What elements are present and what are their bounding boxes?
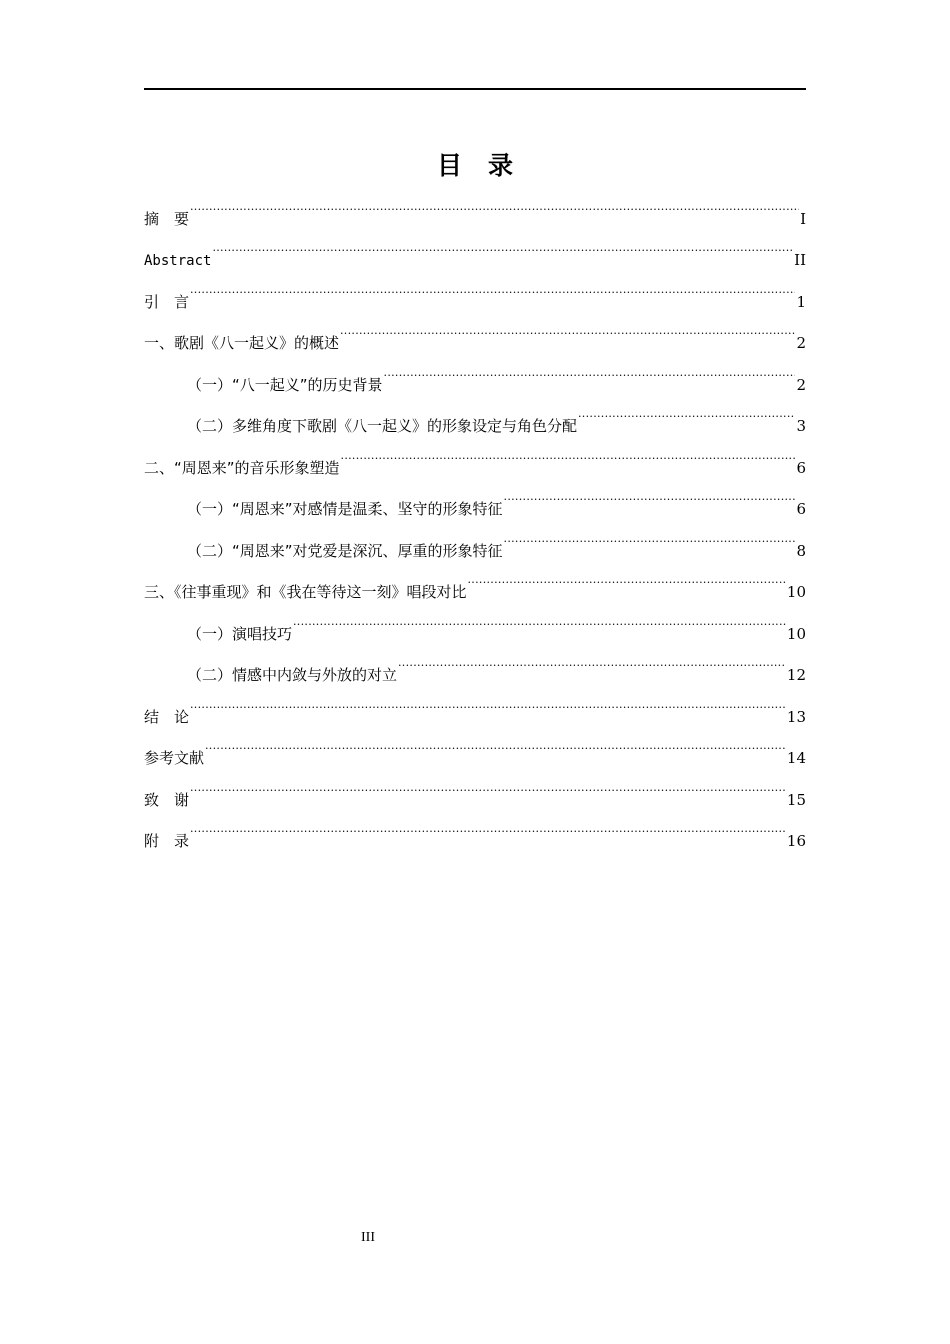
toc-dot-leader (212, 224, 793, 266)
toc-entry-label: 二、“周恩来”的音乐形象塑造 (144, 458, 340, 477)
toc-entry-page: 8 (796, 541, 806, 560)
toc-entry-conclusion[interactable] (144, 680, 806, 726)
toc-entry-introduction[interactable] (144, 265, 806, 311)
toc-entry-abstract-en[interactable] (144, 224, 806, 269)
toc-entry-page: 2 (796, 375, 806, 394)
toc-entry-label: 参考文献 (144, 749, 205, 767)
toc-entry-label: 摘 要 (144, 209, 190, 228)
toc-entry-page: 12 (786, 666, 806, 684)
toc-entry-page: 10 (786, 624, 806, 643)
toc-entry-page: 3 (796, 417, 806, 435)
toc-entry-label: 附 录 (144, 832, 190, 850)
toc-dot-leader (504, 514, 796, 556)
toc-dot-leader (293, 597, 786, 639)
toc-title-char-2: 录 (488, 151, 514, 180)
toc-dot-leader (578, 390, 795, 432)
toc-dot-leader (384, 348, 796, 390)
toc-entry-page: 10 (786, 583, 806, 601)
toc-entry-label: 引 言 (144, 292, 190, 311)
toc-dot-leader (190, 680, 786, 722)
toc-dot-leader (205, 722, 786, 764)
toc-entry-references[interactable] (144, 722, 806, 767)
toc-entry-label: （二）多维角度下歌剧《八一起义》的形象设定与角色分配 (187, 417, 578, 435)
toc-dot-leader (190, 265, 795, 307)
toc-entry-page: 16 (786, 832, 806, 850)
toc-entry-label: Abstract (144, 253, 212, 269)
toc-entry-page: 13 (786, 707, 806, 726)
toc-dot-leader (190, 763, 786, 805)
toc-entry-page: 14 (786, 749, 806, 767)
toc-entry-page: 1 (796, 292, 806, 311)
toc-entry-page: 6 (796, 458, 806, 477)
toc-entry-label: （二）“周恩来”对党爱是深沉、厚重的形象特征 (187, 541, 503, 560)
table-of-contents (144, 182, 806, 850)
toc-entry-label: （一）“八一起义”的历史背景 (187, 375, 383, 394)
toc-entry-label: 三、《往事重现》和《我在等待这一刻》唱段对比 (144, 583, 467, 601)
toc-dot-leader (468, 556, 786, 598)
toc-entry-page: II (794, 251, 806, 269)
toc-entry-page: 2 (796, 334, 806, 352)
toc-entry-chapter-1[interactable] (144, 307, 806, 352)
toc-entry-label: （二）情感中内敛与外放的对立 (187, 666, 398, 684)
toc-dot-leader (504, 473, 796, 515)
toc-dot-leader (340, 307, 795, 349)
toc-dot-leader (190, 805, 786, 847)
toc-dot-leader (398, 639, 786, 681)
toc-entry-label: 结 论 (144, 707, 190, 726)
toc-entry-label: （一）演唱技巧 (187, 624, 293, 643)
toc-entry-page: 6 (796, 500, 806, 518)
toc-entry-abstract-cn[interactable] (144, 182, 806, 228)
toc-entry-label: 致 谢 (144, 790, 190, 809)
footer-page-number: III (361, 1230, 375, 1245)
toc-dot-leader (341, 431, 796, 473)
toc-entry-label: 一、歌剧《八一起义》的概述 (144, 334, 340, 352)
toc-entry-page: 15 (786, 790, 806, 809)
toc-entry-label: （一）“周恩来”对感情是温柔、坚守的形象特征 (187, 500, 503, 518)
header-rule (144, 88, 806, 90)
toc-dot-leader (190, 182, 799, 224)
toc-entry-page: I (800, 209, 806, 228)
toc-entry-appendix[interactable] (144, 805, 806, 850)
toc-title (144, 146, 806, 186)
toc-entry-acknowledgements[interactable] (144, 763, 806, 809)
toc-title-char-1: 目 (436, 151, 462, 180)
